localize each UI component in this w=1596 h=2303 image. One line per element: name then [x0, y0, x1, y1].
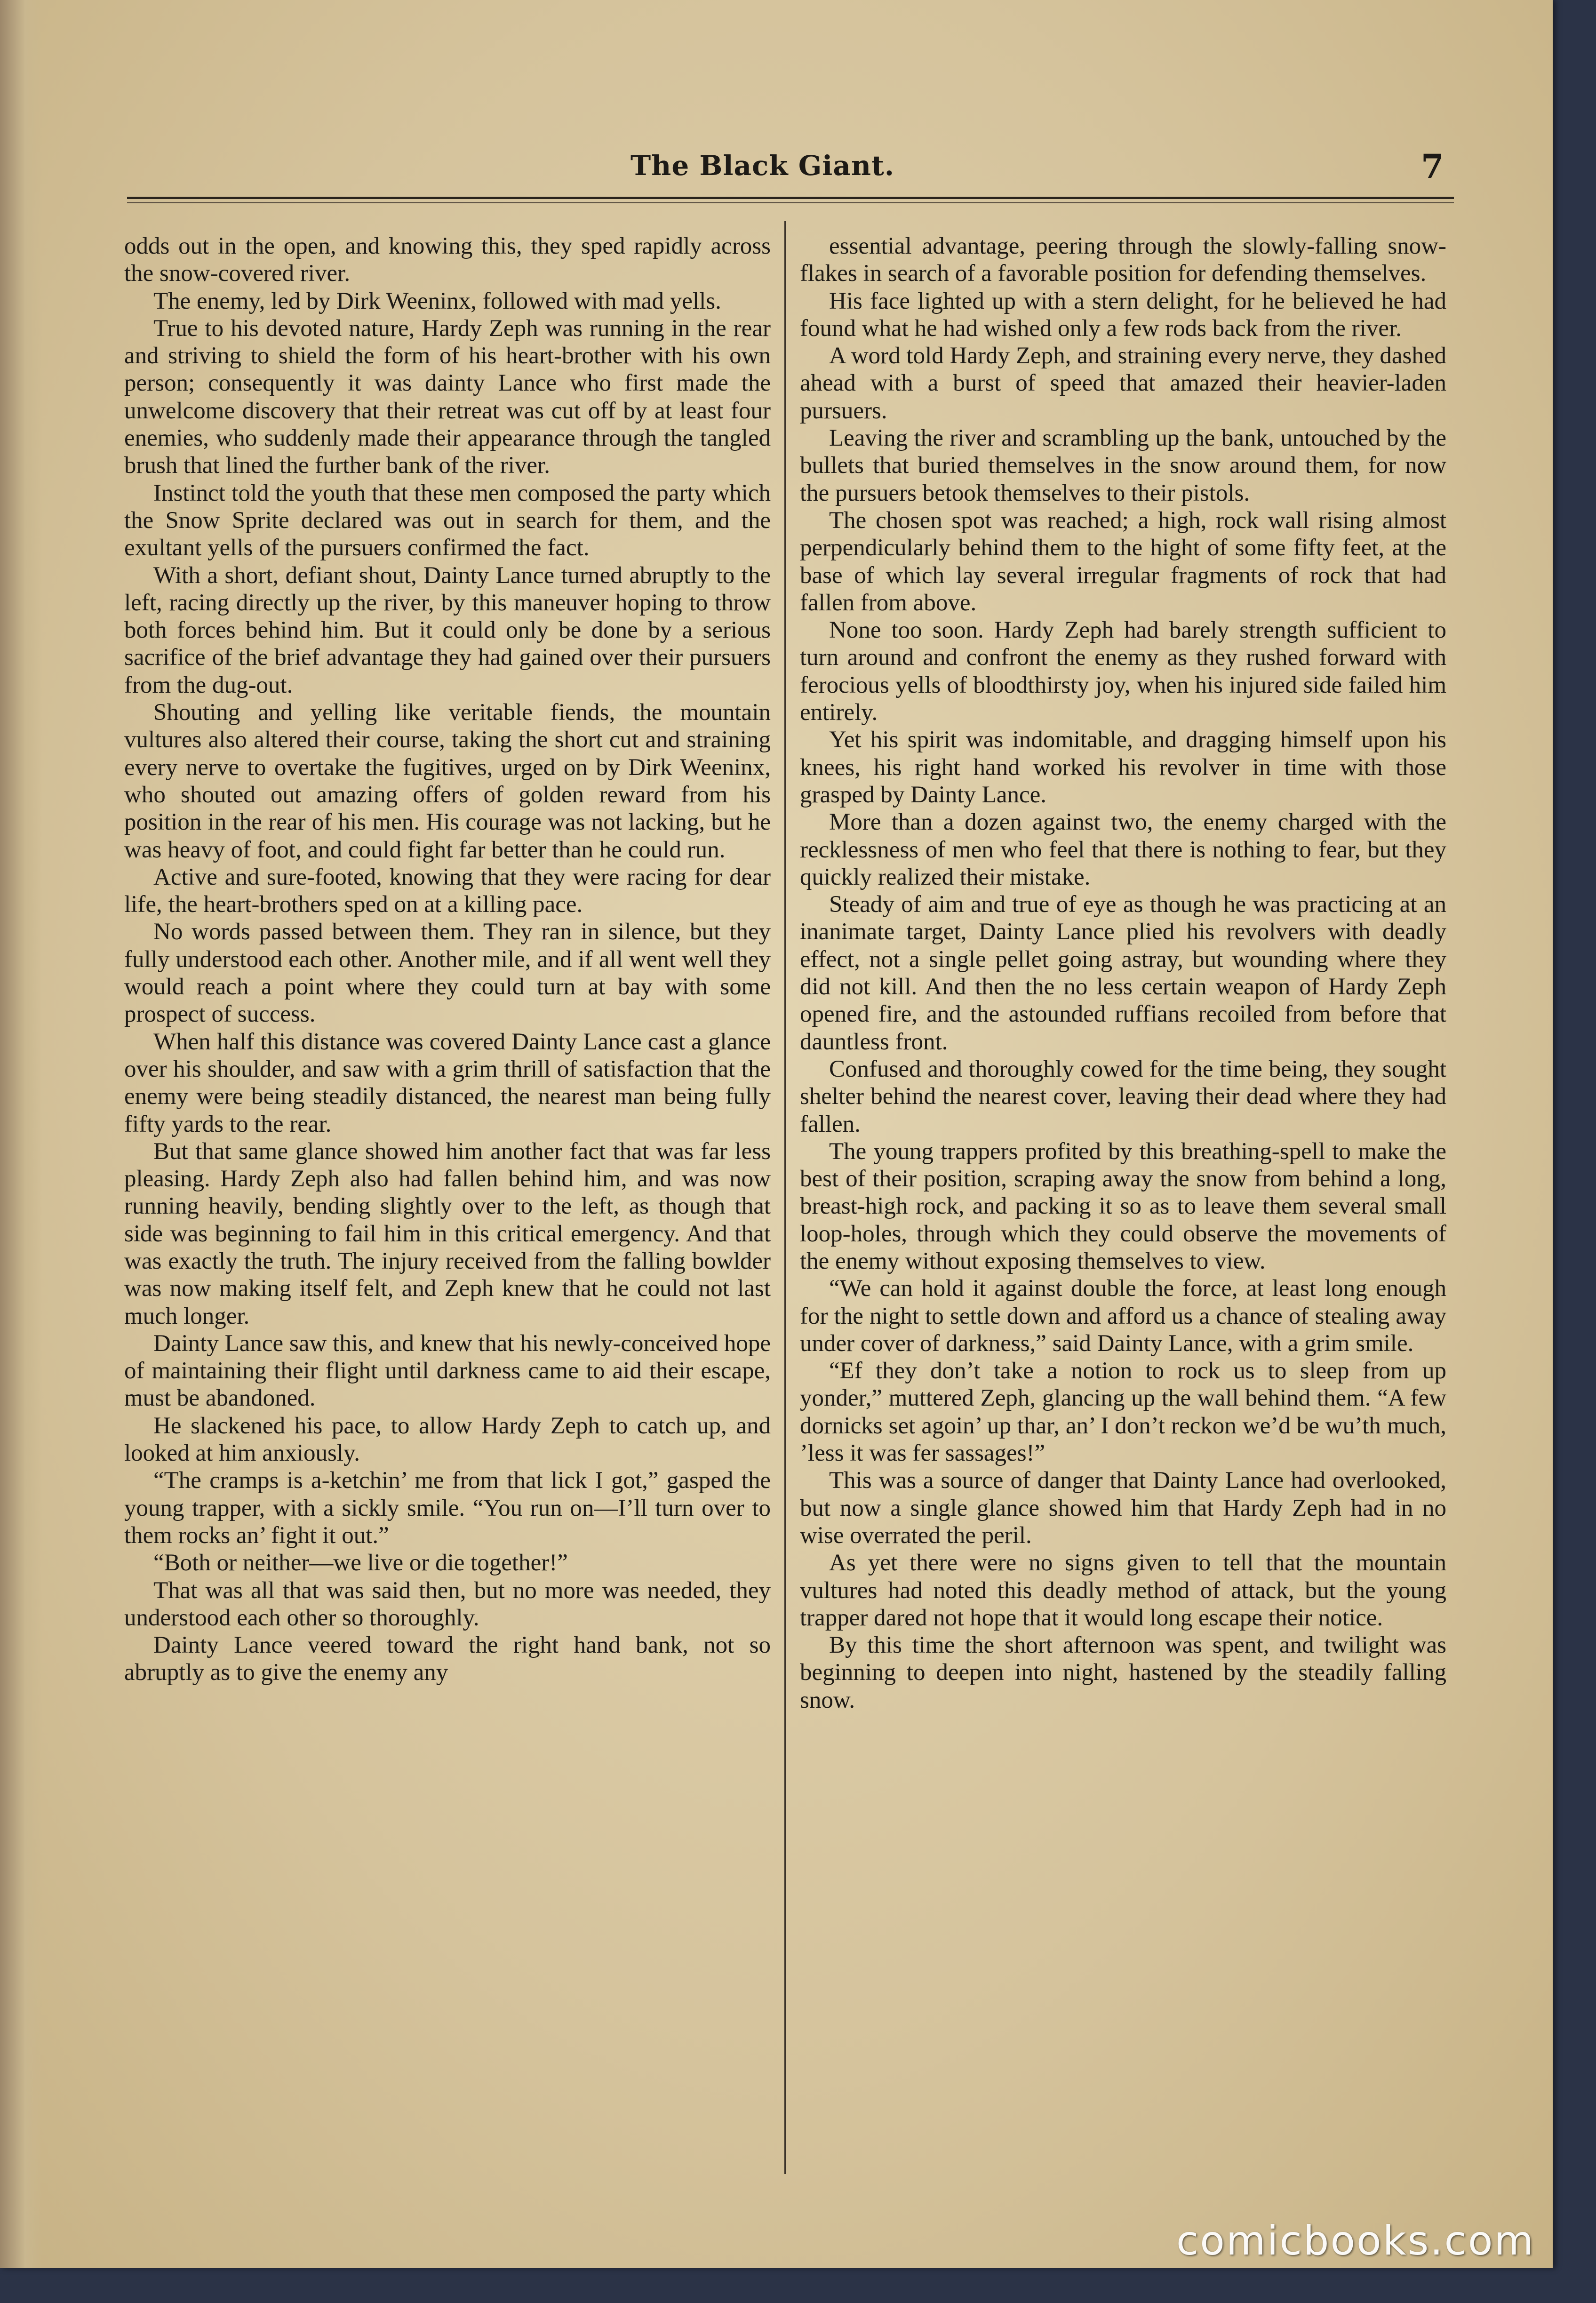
paragraph: The young trappers profited by this breathing-spell to make the best of their position, scraping away the snow from behind a long, breast-high rock, and packing it so as to leave them several small loop-holes, through which they could observe the movements of the enemy without exposing themselves to view. — [800, 1138, 1446, 1274]
paragraph: With a short, defiant shout, Dainty Lance turned abruptly to the left, racing directly up the river, by this maneuver hoping to throw both forces behind him. But it could only be done by a serious sacrifice of the brief advantage they had gained over their pursuers from the dug-out. — [124, 562, 771, 698]
paragraph: True to his devoted nature, Hardy Zeph was running in the rear and striving to shield the form of his heart-brother with his own person; consequently it was dainty Lance who first made the unwelcome discovery that their retreat was cut off by at least four enemies, who suddenly made their appearance through the tangled brush that lined the further bank of the river. — [124, 315, 771, 479]
paragraph: Yet his spirit was indomitable, and dragging himself upon his knees, his right hand worked his revolver in time with those grasped by Dainty Lance. — [800, 727, 1446, 808]
paragraph: essential advantage, peering through the slowly-falling snow-flakes in search of a favorable position for defending themselves. — [800, 233, 1446, 287]
header-rule-thin — [127, 202, 1454, 203]
site-watermark: comicbooks.com — [1176, 2217, 1535, 2264]
paragraph: More than a dozen against two, the enemy charged with the recklessness of men who feel that there is nothing to fear, but they quickly realized their mistake. — [800, 809, 1446, 890]
header-rule — [127, 197, 1454, 199]
paragraph: Active and sure-footed, knowing that they were racing for dear life, the heart-brothers sped on at a killing pace. — [124, 864, 771, 918]
paragraph: This was a source of danger that Dainty Lance had overlooked, but now a single glance showed him that Hardy Zeph had in no wise overrated the peril. — [800, 1467, 1446, 1549]
paragraph: When half this distance was covered Dainty Lance cast a glance over his shoulder, and saw with a grim thrill of satisfaction that the enemy were being steadily distanced, the nearest man being fully fifty yards to the rear. — [124, 1028, 771, 1137]
running-head — [0, 147, 1553, 187]
paragraph: The chosen spot was reached; a high, rock wall rising almost perpendicularly behind them to the hight of some fifty feet, at the base of which lay several irregular fragments of rock that had fallen from above. — [800, 507, 1446, 616]
paragraph: As yet there were no signs given to tell that the mountain vultures had noted this deadly method of attack, but the young trapper dared not hope that it would long escape their notice. — [800, 1550, 1446, 1631]
paragraph: But that same glance showed him another fact that was far less pleasing. Hardy Zeph also had fallen behind him, and was now running heavily, bending slightly over to the left, as though that side was beginning to fail him in this critical emergency. And that was exactly the truth. The injury received from the falling bowlder was now making itself felt, and Zeph knew that he could not last much longer. — [124, 1138, 771, 1329]
spine-shadow — [0, 0, 42, 2268]
paragraph: Instinct told the youth that these men composed the party which the Snow Sprite declared was out in search for them, and the exultant yells of the pursuers confirmed the fact. — [124, 480, 771, 561]
text-column-left — [124, 232, 771, 2181]
page-number: 7 — [1421, 147, 1444, 186]
column-divider — [784, 221, 786, 2174]
paragraph: Dainty Lance saw this, and knew that his newly-conceived hope of maintaining their flight until darkness came to aid their escape, must be abandoned. — [124, 1330, 771, 1412]
paragraph: Confused and thoroughly cowed for the time being, they sought shelter behind the nearest cover, leaving their dead where they had fallen. — [800, 1056, 1446, 1137]
paragraph: By this time the short afternoon was spent, and twilight was beginning to deepen into night, hastened by the steadily falling snow. — [800, 1632, 1446, 1713]
paragraph: That was all that was said then, but no more was needed, they understood each other so thoroughly. — [124, 1577, 771, 1631]
paragraph: “Both or neither—we live or die together!” — [153, 1550, 568, 1576]
paragraph: odds out in the open, and knowing this, they sped rapidly across the snow-covered river. — [124, 233, 771, 287]
paragraph: “Ef they don’t take a notion to rock us to sleep from up yonder,” muttered Zeph, glancing up the wall behind them. “A few dornicks set agoin’ up thar, an’ I don’t reckon we’d be wu’th much, ’less it was fer sassages!” — [800, 1358, 1446, 1467]
paragraph: The enemy, led by Dirk Weeninx, followed with mad yells. — [153, 288, 721, 314]
paragraph: A word told Hardy Zeph, and straining every nerve, they dashed ahead with a burst of speed that amazed their heavier-laden pursuers. — [800, 343, 1446, 424]
paragraph: He slackened his pace, to allow Hardy Zeph to catch up, and looked at him anxiously. — [124, 1412, 771, 1467]
paragraph: His face lighted up with a stern delight, for he believed he had found what he had wished only a few rods back from the river. — [800, 288, 1446, 342]
paragraph: Shouting and yelling like veritable fiends, the mountain vultures also altered their course, taking the short cut and straining every nerve to overtake the fugitives, urged on by Dirk Weeninx, who shouted out amazing offers of golden reward from his position in the rear of his men. His courage was not lacking, but he was heavy of foot, and could fight far better than he could run. — [124, 699, 771, 863]
paragraph: Leaving the river and scrambling up the bank, untouched by the bullets that buried themselves in the snow around them, for now the pursuers betook themselves to their pistols. — [800, 425, 1446, 506]
paragraph: Dainty Lance veered toward the right hand bank, not so abruptly as to give the enemy any — [124, 1632, 771, 1686]
paragraph: Steady of aim and true of eye as though he was practicing at an inanimate target, Dainty Lance plied his revolvers with deadly effect, not a single pellet going astray, but wounding where they did not kill. And then the no less certain weapon of Hardy Zeph opened fire, and the astounded ruffians recoiled from before that dauntless front. — [800, 891, 1446, 1055]
paragraph: No words passed between them. They ran in silence, but they fully understood each other. Another mile, and if all went well they would reach a point where they could turn at bay with some prospect of success. — [124, 919, 771, 1028]
paragraph: “The cramps is a-ketchin’ me from that lick I got,” gasped the young trapper, with a sickly smile. “You run on—I’ll turn over to them rocks an’ fight it out.” — [124, 1467, 771, 1549]
paragraph: “We can hold it against double the force, at least long enough for the night to settle down and afford us a chance of stealing away under cover of darkness,” said Dainty Lance, with a grim smile. — [800, 1275, 1446, 1357]
text-column-right — [800, 232, 1446, 2181]
page-header-title: The Black Giant. — [630, 150, 895, 182]
paragraph: None too soon. Hardy Zeph had barely strength sufficient to turn around and confront the enemy as they rushed forward with ferocious yells of bloodthirsty joy, when his injured side failed him entirely. — [800, 617, 1446, 726]
